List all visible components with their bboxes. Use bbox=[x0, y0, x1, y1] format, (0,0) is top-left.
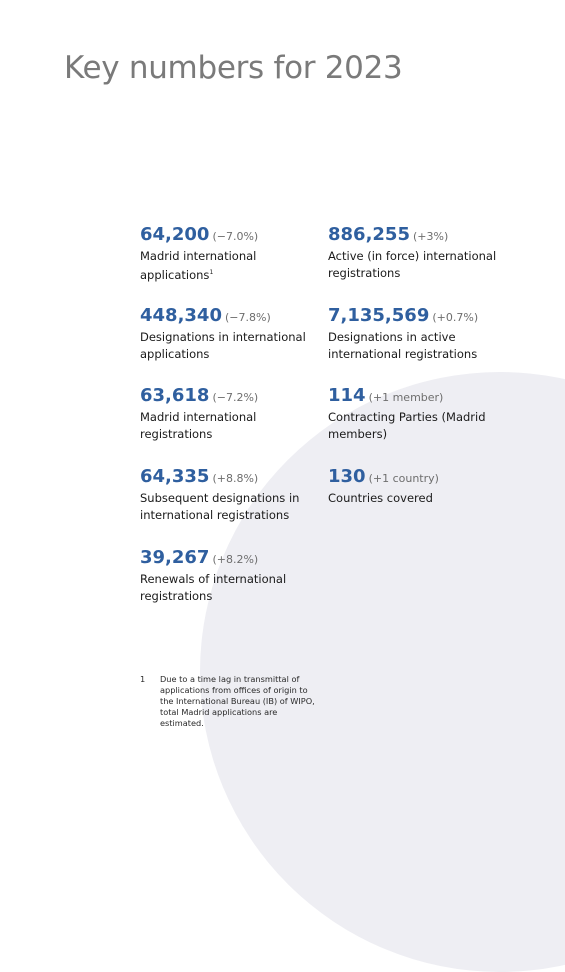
stat-label: Active (in force) international registrations bbox=[328, 249, 497, 280]
stat-change: (+1 member) bbox=[368, 391, 444, 404]
background-circle-decoration bbox=[200, 372, 565, 972]
stat-number: 64,335 bbox=[140, 466, 210, 487]
stat-madrid-registrations bbox=[140, 386, 320, 442]
footnote-text: Due to a time lag in transmittal of applications from offices of origin to the International Bureau (IB) of WIPO, total Madrid applications are estimated. bbox=[160, 674, 315, 728]
stat-number: 886,255 bbox=[328, 224, 410, 245]
stat-label: Designations in international applications bbox=[140, 330, 306, 361]
stat-number: 7,135,569 bbox=[328, 305, 430, 326]
stat-subsequent-designations bbox=[140, 467, 320, 523]
page-title: Key numbers for 2023 bbox=[64, 50, 403, 86]
stat-label: Subsequent designations in international registrations bbox=[140, 491, 300, 522]
stat-number: 64,200 bbox=[140, 224, 210, 245]
footnote-marker: 1 bbox=[140, 674, 146, 684]
stat-label: Countries covered bbox=[328, 491, 433, 505]
stat-label: Madrid international applications$^1$ bbox=[140, 249, 257, 282]
stat-designations-applications bbox=[140, 306, 320, 362]
stat-number: 39,267 bbox=[140, 547, 210, 568]
stat-change: (+0.7%) bbox=[432, 311, 479, 324]
stat-number: 63,618 bbox=[140, 385, 210, 406]
stat-number: 448,340 bbox=[140, 305, 222, 326]
stat-label: Madrid international registrations bbox=[140, 410, 257, 441]
stat-label: Contracting Parties (Madrid members) bbox=[328, 410, 486, 441]
stat-contracting-parties bbox=[328, 386, 508, 442]
stat-label: Renewals of international registrations bbox=[140, 572, 287, 603]
stat-change: (+1 country) bbox=[368, 472, 439, 485]
footnote-reference: 1 bbox=[209, 268, 214, 276]
stat-change: (−7.0%) bbox=[212, 230, 259, 243]
stat-number: 114 bbox=[328, 385, 366, 406]
stat-active-registrations bbox=[328, 225, 508, 281]
stat-change: (−7.2%) bbox=[212, 391, 259, 404]
footnote bbox=[140, 674, 315, 729]
stat-countries-covered bbox=[328, 467, 508, 507]
stat-madrid-applications bbox=[140, 225, 320, 283]
stat-renewals bbox=[140, 548, 320, 604]
stat-change: (+8.8%) bbox=[212, 472, 259, 485]
stat-change: (+3%) bbox=[412, 230, 449, 243]
stat-label: Designations in active international registrations bbox=[328, 330, 478, 361]
stat-number: 130 bbox=[328, 466, 366, 487]
stat-designations-active bbox=[328, 306, 508, 362]
stat-change: (+8.2%) bbox=[212, 553, 259, 566]
stat-change: (−7.8%) bbox=[224, 311, 271, 324]
